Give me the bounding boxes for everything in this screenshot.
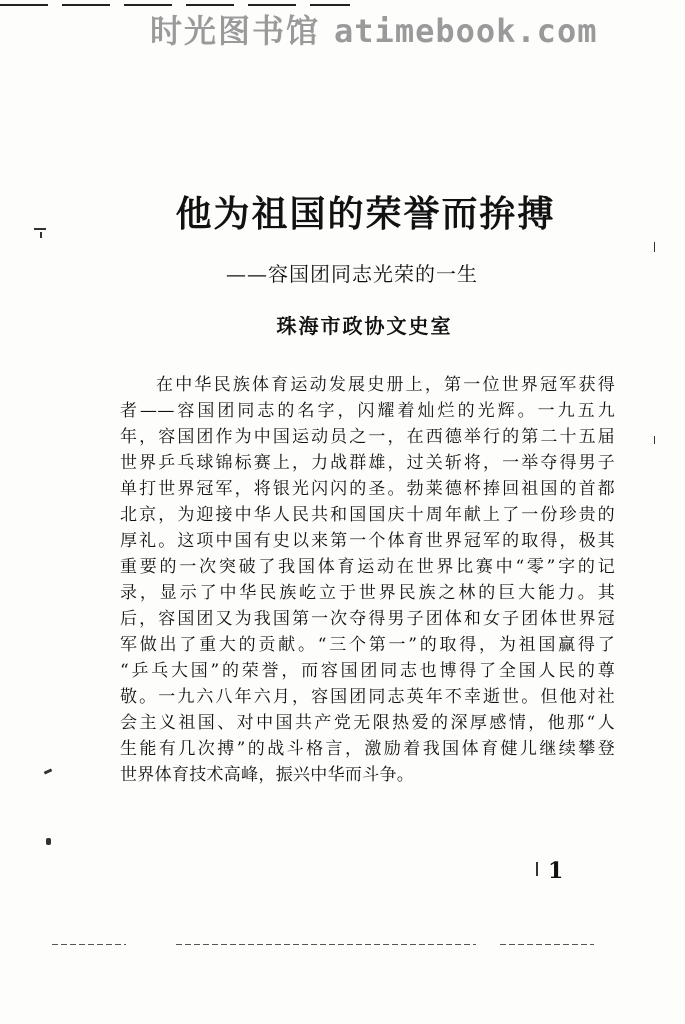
body-line: 会主义祖国、对中国共产党无限热爱的深厚感情，他那“人 [120, 713, 615, 733]
body-line: “乒乓大国”的荣誉，而容国团同志也博得了全国人民的尊 [120, 661, 615, 681]
body-line: 年，容国团作为中国运动员之一，在西德举行的第二十五届 [120, 427, 615, 447]
body-line: 北京，为迎接中华人民共和国国庆十周年献上了一份珍贵的 [120, 505, 615, 525]
body-line: 单打世界冠军，将银光闪闪的圣。勃莱德杯捧回祖国的首都 [120, 479, 615, 499]
body-line: 世界乒乓球锦标赛上，力战群雄，过关斩将，一举夺得男子 [120, 453, 615, 473]
scan-speck [44, 768, 53, 774]
bottom-rule [500, 944, 594, 945]
page-number: 1 [548, 858, 564, 884]
watermark [150, 6, 597, 52]
body-line: 录，显示了中华民族屹立于世界民族之林的巨大能力。其 [120, 583, 615, 603]
article-body [120, 372, 615, 788]
scan-speck [654, 242, 655, 252]
bottom-rule [52, 944, 126, 945]
scan-speck [40, 232, 42, 238]
article-title: 他为祖国的荣誉而拚搏 [175, 193, 556, 235]
scan-speck [536, 862, 538, 876]
body-line: 在中华民族体育运动发展史册上，第一位世界冠军获得 [156, 375, 615, 395]
scan-speck [654, 436, 655, 444]
body-line: 厚礼。这项中国有史以来第一个体育世界冠军的取得，极其 [120, 531, 615, 551]
body-line: 军做出了重大的贡献。“三个第一”的取得，为祖国赢得了 [120, 635, 615, 655]
body-line: 敬。一九六八年六月，容国团同志英年不幸逝世。但他对社 [120, 687, 615, 707]
body-line: 世界体育技术高峰，振兴中华而斗争。 [120, 765, 415, 785]
scan-speck [34, 228, 46, 230]
watermark-site-url: atimebook.com [334, 12, 598, 50]
body-line: 者——容国团同志的名字，闪耀着灿烂的光辉。一九五九 [120, 401, 615, 421]
body-line: 生能有几次搏”的战斗格言，激励着我国体育健儿继续攀登 [120, 739, 615, 759]
body-line: 后，容国团又为我国第一次夺得男子团体和女子团体世界冠 [120, 609, 615, 629]
body-line: 重要的一次突破了我国体育运动在世界比赛中“零”字的记 [120, 557, 615, 577]
article-author: 珠海市政协文史室 [276, 314, 453, 338]
article-subtitle: ——容国团同志光荣的一生 [226, 262, 478, 286]
scan-speck [46, 838, 51, 845]
watermark-site-name: 时光图书馆 [150, 12, 321, 50]
bottom-rule [176, 944, 476, 945]
